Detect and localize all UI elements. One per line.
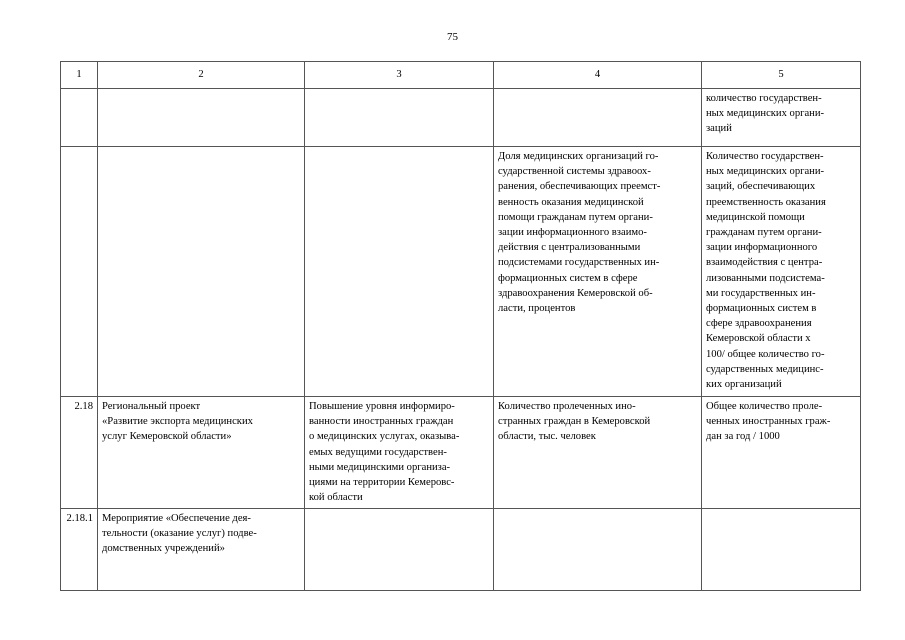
document-table (60, 61, 861, 591)
cell-indicator (494, 89, 702, 147)
cell-goal (305, 89, 494, 147)
table-row (61, 397, 861, 509)
table-header-row (61, 62, 861, 89)
table-row (61, 147, 861, 397)
page-number: 75 (447, 31, 458, 43)
row-number: 2.18 (61, 397, 98, 509)
cell-indicator (494, 509, 702, 591)
header-col-5: 5 (702, 62, 861, 89)
cell-name (98, 147, 305, 397)
cell-goal (305, 147, 494, 397)
cell-name: Мероприятие «Обеспечение дея- тельности (оказание услуг) подве- домственных учреждений» (98, 509, 305, 591)
header-col-1: 1 (61, 62, 98, 89)
cell-indicator: Количество пролеченных ино- странных граждан в Кемеровской области, тыс. человек (494, 397, 702, 509)
cell-name (98, 89, 305, 147)
cell-formula: Общее количество проле- ченных иностранных граж- дан за год / 1000 (702, 397, 861, 509)
cell-formula: количество государствен- ных медицинских органи- заций (702, 89, 861, 147)
cell-name: Региональный проект «Развитие экспорта медицинских услуг Кемеровской области» (98, 397, 305, 509)
row-number (61, 147, 98, 397)
cell-goal (305, 509, 494, 591)
table-row (61, 89, 861, 147)
row-number: 2.18.1 (61, 509, 98, 591)
header-col-2: 2 (98, 62, 305, 89)
row-number (61, 89, 98, 147)
cell-goal: Повышение уровня информиро- ванности иностранных граждан о медицинских услугах, оказыва- емых ведущими государствен- ными медицинскими организа- циями на территории Кемеровс- кой области (305, 397, 494, 509)
table-row (61, 509, 861, 591)
cell-formula: Количество государствен- ных медицинских органи- заций, обеспечивающих преемственность оказания медицинской помощи гражданам путем органи- зации информационного взаимодействия с центра- лизованными подсистема- ми государственных ин- формационных систем в сфере здравоохранения Кемеровской области х 100/ общее количество го- сударственных медицинс- ких организаций (702, 147, 861, 397)
cell-indicator: Доля медицинских организаций го- сударственной системы здравоох- ранения, обеспечивающих преемст- венность оказания медицинской помощи гражданам путем органи- зации информационного взаимо- действия с централизованными подсистемами государственных ин- формационных систем в сфере здравоохранения Кемеровской об- ласти, процентов (494, 147, 702, 397)
cell-formula (702, 509, 861, 591)
header-col-3: 3 (305, 62, 494, 89)
header-col-4: 4 (494, 62, 702, 89)
